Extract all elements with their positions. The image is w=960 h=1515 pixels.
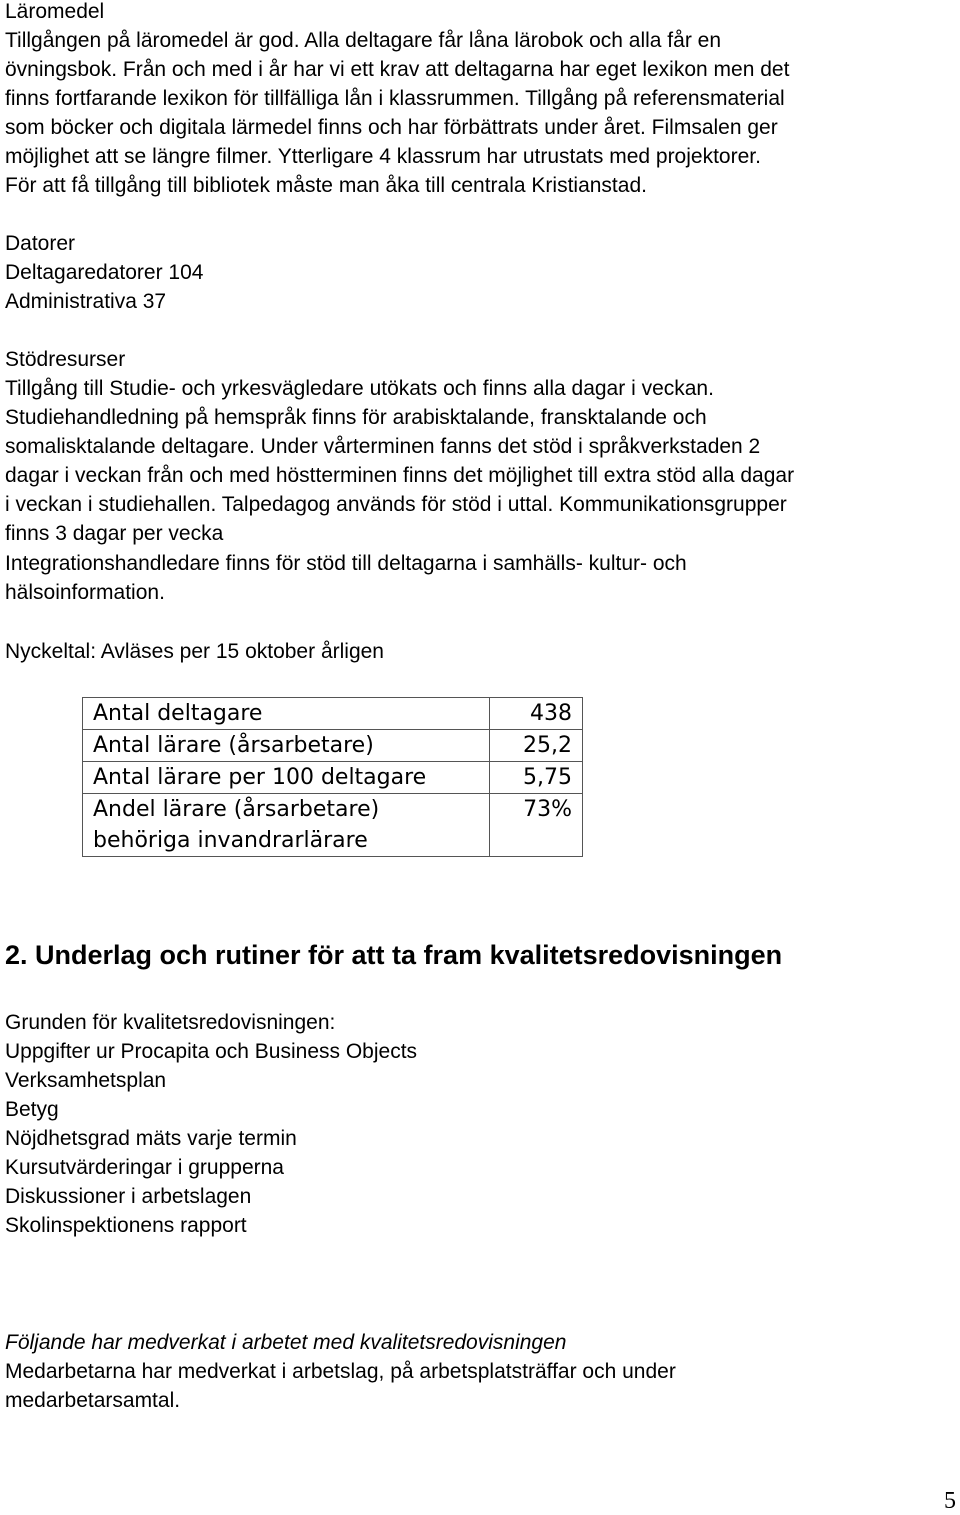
laromedel-line: finns fortfarande lexikon för tillfälliga lån i klassrummen. Tillgång på referensmaterial (5, 87, 785, 110)
section-heading: 2. Underlag och rutiner för att ta fram kvalitetsredovisningen (5, 940, 783, 970)
stodresurser-line: hälsoinformation. (5, 581, 165, 604)
grund-item: Kursutvärderingar i grupperna (5, 1156, 284, 1179)
medverkat-line: medarbetarsamtal. (5, 1389, 181, 1412)
medverkat-line: Medarbetarna har medverkat i arbetslag, på arbetsplatsträffar och under (5, 1360, 676, 1383)
table-cell-value: 438 (490, 698, 583, 730)
grund-item: Nöjdhetsgrad mäts varje termin (5, 1127, 297, 1150)
stodresurser-line: Studiehandledning på hemspråk finns för arabisktalande, fransktalande och (5, 406, 707, 429)
nyckeltal-heading: Nyckeltal: Avläses per 15 oktober årligen (5, 640, 384, 663)
grund-item: Uppgifter ur Procapita och Business Objects (5, 1040, 418, 1063)
laromedel-line: För att få tillgång till bibliotek måste man åka till centrala Kristianstad. (5, 174, 647, 197)
datorer-line: Deltagaredatorer 104 (5, 261, 204, 284)
table-cell-label: Andel lärare (årsarbetare) behöriga invandrarlärare (83, 794, 490, 857)
table-row (83, 730, 583, 762)
grund-item: Skolinspektionens rapport (5, 1214, 247, 1237)
page-number: 5 (944, 1488, 956, 1514)
stodresurser-line: dagar i veckan från och med höstterminen finns det möjlighet till extra stöd alla dagar (5, 464, 795, 487)
laromedel-line: möjlighet att se längre filmer. Ytterligare 4 klassrum har utrustats med projektorer. (5, 145, 761, 168)
stodresurser-line: somalisktalande deltagare. Under vårterminen fanns det stöd i språkverkstaden 2 (5, 435, 761, 458)
table-row (83, 762, 583, 794)
laromedel-line: som böcker och digitala lärmedel finns och har förbättrats under året. Filmsalen ger (5, 116, 778, 139)
table-row (83, 794, 583, 857)
table-cell-value: 73% (490, 794, 583, 857)
stodresurser-line: finns 3 dagar per vecka (5, 522, 224, 545)
table-cell-value: 25,2 (490, 730, 583, 762)
table-cell-label: Antal lärare (årsarbetare) (83, 730, 490, 762)
nyckeltal-table (82, 697, 583, 857)
stodresurser-line: Integrationshandledare finns för stöd till deltagarna i samhälls- kultur- och (5, 552, 687, 575)
table-cell-label: Antal lärare per 100 deltagare (83, 762, 490, 794)
stodresurser-line: i veckan i studiehallen. Talpedagog används för stöd i uttal. Kommunikationsgrupper (5, 493, 787, 516)
grund-heading: Grunden för kvalitetsredovisningen: (5, 1011, 336, 1034)
table-cell-value: 5,75 (490, 762, 583, 794)
table-cell-label: Antal deltagare (83, 698, 490, 730)
grund-item: Diskussioner i arbetslagen (5, 1185, 252, 1208)
grund-item: Verksamhetsplan (5, 1069, 167, 1092)
table-row (83, 698, 583, 730)
laromedel-line: övningsbok. Från och med i år har vi ett krav att deltagarna har eget lexikon men det (5, 58, 790, 81)
laromedel-heading: Läromedel (5, 0, 105, 23)
medverkat-heading: Följande har medverkat i arbetet med kvalitetsredovisningen (5, 1331, 567, 1354)
grund-item: Betyg (5, 1098, 59, 1121)
stodresurser-heading: Stödresurser (5, 348, 126, 371)
datorer-line: Administrativa 37 (5, 290, 167, 313)
datorer-heading: Datorer (5, 232, 76, 255)
laromedel-line: Tillgången på läromedel är god. Alla deltagare får låna lärobok och alla får en (5, 29, 722, 52)
stodresurser-line: Tillgång till Studie- och yrkesvägledare utökats och finns alla dagar i veckan. (5, 377, 714, 400)
